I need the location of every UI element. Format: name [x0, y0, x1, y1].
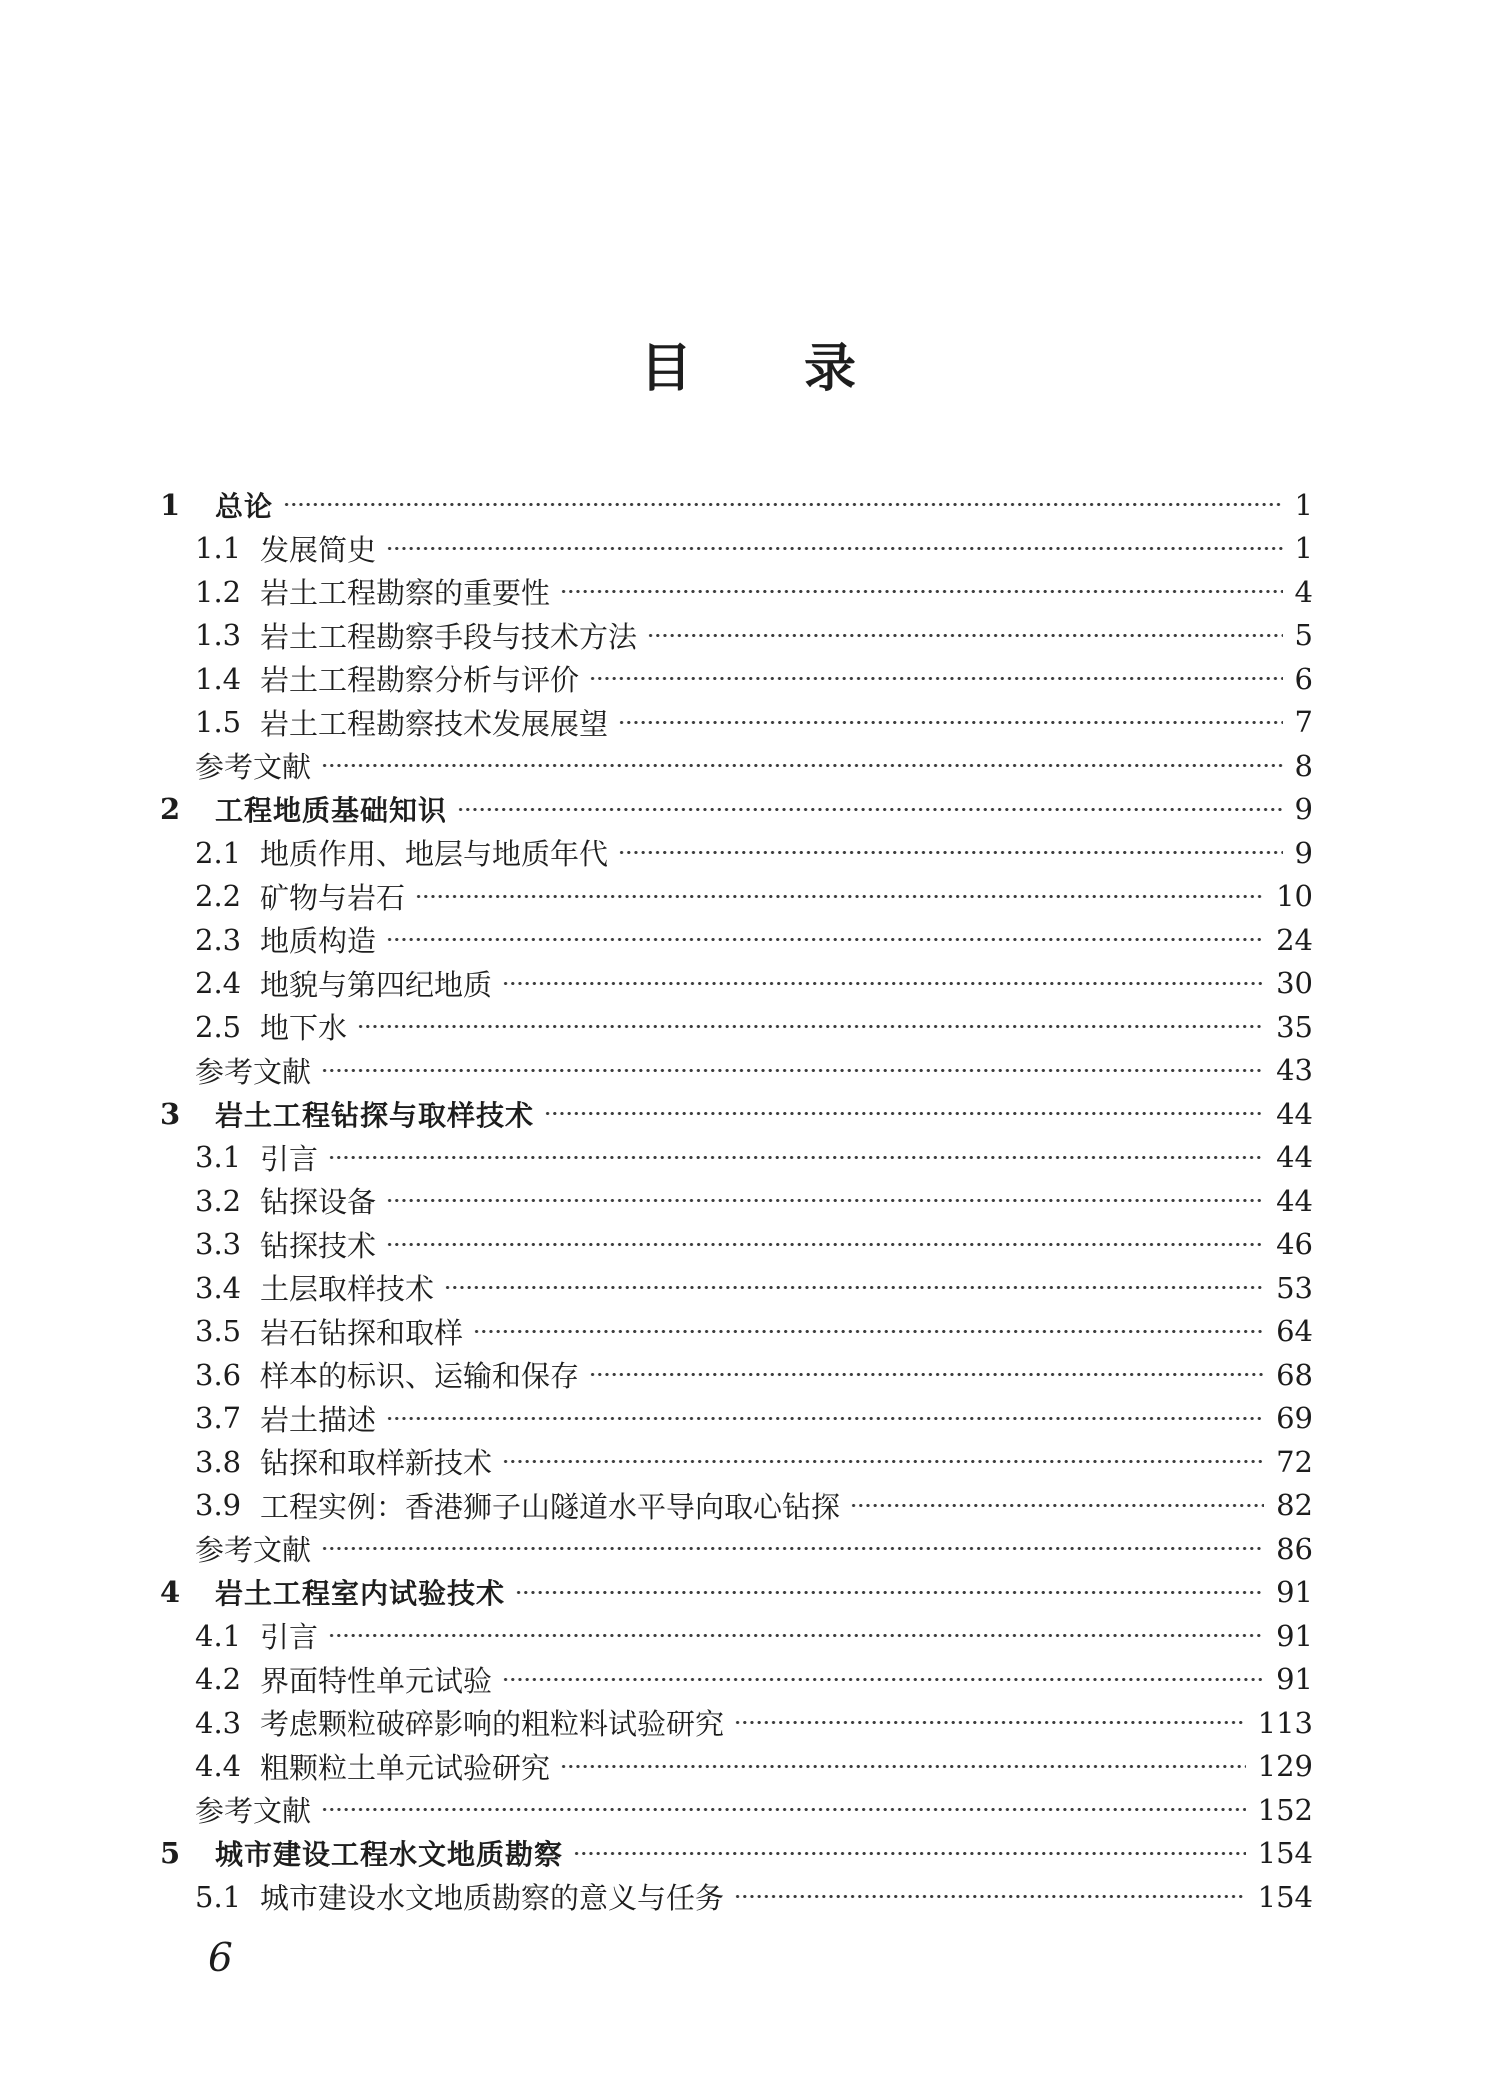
toc-entry-page: 113	[1257, 1705, 1313, 1740]
toc-section-row	[160, 831, 1313, 875]
toc-chapter-row	[160, 1571, 1313, 1615]
toc-entry-page: 43	[1276, 1053, 1313, 1088]
toc-section-row	[160, 1701, 1313, 1745]
dot-leader	[415, 875, 1264, 919]
toc-entry-page: 91	[1276, 1575, 1313, 1610]
dot-leader	[321, 1527, 1264, 1571]
toc-entry-number: 2.4	[195, 966, 242, 1001]
toc-entry-page: 152	[1257, 1792, 1313, 1827]
toc-entry-title: 参考文献	[195, 1794, 312, 1829]
toc-entry-page: 35	[1276, 1009, 1313, 1044]
toc-entry-number: 3.8	[195, 1444, 242, 1479]
dot-leader	[589, 1353, 1264, 1397]
toc-entry-title: 界面特性单元试验	[260, 1663, 493, 1698]
toc-entry-title: 地貌与第四纪地质	[260, 967, 493, 1002]
toc-section-row	[160, 1353, 1313, 1397]
toc-section-row	[160, 701, 1313, 745]
toc-section-row	[160, 527, 1313, 571]
toc-entry-title: 岩土工程室内试验技术	[215, 1577, 506, 1611]
toc-section-row	[160, 1440, 1313, 1484]
toc-entry-number: 1.5	[195, 705, 242, 740]
dot-leader	[386, 918, 1264, 962]
toc-entry-title: 岩石钻探和取样	[260, 1315, 464, 1350]
toc-entry-number: 1.4	[195, 661, 242, 696]
toc-entry-title: 粗颗粒土单元试验研究	[260, 1750, 551, 1785]
toc-entry-page: 44	[1276, 1183, 1313, 1218]
toc-entry-page: 6	[1294, 661, 1313, 696]
toc-entry-page: 82	[1276, 1488, 1313, 1523]
dot-leader	[386, 1223, 1264, 1267]
toc-entry-page: 68	[1276, 1357, 1313, 1392]
toc-entry-number: 3.3	[195, 1227, 242, 1262]
toc-section-row	[160, 1875, 1313, 1919]
toc-entry-number: 4.2	[195, 1662, 242, 1697]
toc-section-row	[160, 1745, 1313, 1789]
toc-section-row	[160, 1179, 1313, 1223]
toc-entry-number: 3	[160, 1096, 181, 1131]
toc-section-row	[160, 1136, 1313, 1180]
toc-entry-title: 岩土工程勘察手段与技术方法	[260, 619, 638, 654]
dot-leader	[573, 1832, 1246, 1876]
toc-entry-page: 1	[1294, 487, 1313, 522]
toc-section-row	[160, 962, 1313, 1006]
dot-leader	[386, 527, 1283, 571]
dot-leader	[502, 962, 1264, 1006]
toc-entry-title: 地质构造	[260, 924, 377, 959]
toc-entry-title: 钻探和取样新技术	[260, 1446, 493, 1481]
toc-section-row	[160, 1005, 1313, 1049]
dot-leader	[734, 1701, 1246, 1745]
toc-entry-title: 样本的标识、运输和保存	[260, 1359, 580, 1394]
toc-entry-title: 地下水	[260, 1011, 348, 1046]
toc-entry-page: 91	[1276, 1662, 1313, 1697]
toc-section-row	[160, 657, 1313, 701]
toc-entry-number: 1	[160, 487, 181, 522]
toc-entry-page: 64	[1276, 1314, 1313, 1349]
toc-entry-title: 工程地质基础知识	[215, 794, 448, 828]
toc-entry-title: 考虑颗粒破碎影响的粗粒料试验研究	[260, 1707, 725, 1742]
toc-section-row	[160, 614, 1313, 658]
dot-leader	[734, 1875, 1246, 1919]
dot-leader	[283, 483, 1283, 527]
toc-entry-title: 城市建设水文地质勘察的意义与任务	[260, 1881, 725, 1916]
dot-leader	[618, 831, 1283, 875]
toc-entry-page: 53	[1276, 1270, 1313, 1305]
toc-entry-number: 4.1	[195, 1618, 242, 1653]
toc-entry-title: 引言	[260, 1620, 319, 1655]
dot-leader	[328, 1136, 1264, 1180]
toc-entry-title: 钻探设备	[260, 1185, 377, 1220]
toc-entry-title: 矿物与岩石	[260, 880, 406, 915]
toc-section-row	[160, 875, 1313, 919]
toc-entry-page: 1	[1294, 531, 1313, 566]
toc-section-row	[160, 1223, 1313, 1267]
toc-chapter-row	[160, 1092, 1313, 1136]
dot-leader	[515, 1571, 1264, 1615]
dot-leader	[560, 1745, 1246, 1789]
toc-entry-page: 44	[1276, 1096, 1313, 1131]
toc-entry-number: 2.3	[195, 922, 242, 957]
toc-entry-number: 3.4	[195, 1270, 242, 1305]
dot-leader	[589, 657, 1283, 701]
toc-entry-number: 2.2	[195, 879, 242, 914]
dot-leader	[357, 1005, 1264, 1049]
toc-section-row	[160, 1788, 1313, 1832]
dot-leader	[386, 1397, 1264, 1441]
toc-entry-number: 4.3	[195, 1705, 242, 1740]
toc-entry-title: 参考文献	[195, 1054, 312, 1089]
toc-entry-title: 地质作用、地层与地质年代	[260, 837, 609, 872]
toc-entry-title: 引言	[260, 1141, 319, 1176]
dot-leader	[544, 1092, 1264, 1136]
toc-entry-title: 岩土工程勘察的重要性	[260, 576, 551, 611]
toc-entry-title: 参考文献	[195, 1533, 312, 1568]
toc-section-row	[160, 1049, 1313, 1093]
toc-section-row	[160, 1397, 1313, 1441]
toc-entry-number: 2.5	[195, 1009, 242, 1044]
toc-chapter-row	[160, 788, 1313, 832]
toc-entry-page: 46	[1276, 1227, 1313, 1262]
toc-chapter-row	[160, 1832, 1313, 1876]
toc-entry-page: 154	[1257, 1879, 1313, 1914]
dot-leader	[328, 1614, 1264, 1658]
toc-entry-title: 总论	[215, 489, 274, 523]
toc-entry-page: 72	[1276, 1444, 1313, 1479]
toc-entry-title: 钻探技术	[260, 1228, 377, 1263]
toc-entry-page: 129	[1257, 1749, 1313, 1784]
dot-leader	[321, 1049, 1264, 1093]
toc-entry-number: 4.4	[195, 1749, 242, 1784]
toc-entry-number: 3.6	[195, 1357, 242, 1392]
toc-entry-page: 9	[1294, 792, 1313, 827]
toc-entry-number: 3.1	[195, 1140, 242, 1175]
dot-leader	[321, 1788, 1246, 1832]
toc-section-row	[160, 918, 1313, 962]
toc-section-row	[160, 1527, 1313, 1571]
dot-leader	[457, 788, 1283, 832]
toc-entry-number: 3.5	[195, 1314, 242, 1349]
toc-entry-number: 4	[160, 1575, 181, 1610]
toc-section-row	[160, 570, 1313, 614]
dot-leader	[560, 570, 1283, 614]
toc-entry-number: 2.1	[195, 835, 242, 870]
footer-page-number: 6	[208, 1936, 233, 1981]
toc-entry-number: 1.3	[195, 618, 242, 653]
toc-chapter-row	[160, 483, 1313, 527]
toc-entry-page: 10	[1276, 879, 1313, 914]
toc-entry-number: 1.1	[195, 531, 242, 566]
dot-leader	[502, 1440, 1264, 1484]
toc-section-row	[160, 1310, 1313, 1354]
dot-leader	[444, 1266, 1264, 1310]
toc-entry-title: 城市建设工程水文地质勘察	[215, 1838, 564, 1872]
toc-entry-title: 工程实例：香港狮子山隧道水平导向取心钻探	[260, 1489, 841, 1524]
toc-section-row	[160, 1266, 1313, 1310]
toc-entry-page: 154	[1257, 1836, 1313, 1871]
toc-entry-title: 岩土工程勘察技术发展展望	[260, 706, 609, 741]
toc-entry-number: 3.7	[195, 1401, 242, 1436]
toc-entry-title: 岩土工程勘察分析与评价	[260, 663, 580, 698]
dot-leader	[321, 744, 1283, 788]
toc-entry-page: 91	[1276, 1618, 1313, 1653]
toc-entry-page: 5	[1294, 618, 1313, 653]
toc-entry-number: 5.1	[195, 1879, 242, 1914]
toc-list	[160, 483, 1313, 1919]
toc-entry-page: 86	[1276, 1531, 1313, 1566]
toc-section-row	[160, 1484, 1313, 1528]
toc-entry-number: 1.2	[195, 574, 242, 609]
toc-entry-page: 7	[1294, 705, 1313, 740]
toc-entry-title: 参考文献	[195, 750, 312, 785]
dot-leader	[473, 1310, 1264, 1354]
dot-leader	[618, 701, 1283, 745]
toc-entry-page: 4	[1294, 574, 1313, 609]
toc-entry-page: 24	[1276, 922, 1313, 957]
page-title-char-1: 目	[639, 338, 692, 399]
toc-section-row	[160, 1658, 1313, 1702]
dot-leader	[502, 1658, 1264, 1702]
dot-leader	[850, 1484, 1264, 1528]
toc-entry-page: 69	[1276, 1401, 1313, 1436]
toc-entry-title: 岩土工程钻探与取样技术	[215, 1098, 535, 1132]
toc-entry-title: 发展简史	[260, 532, 377, 567]
dot-leader	[647, 614, 1283, 658]
toc-entry-page: 9	[1294, 835, 1313, 870]
toc-entry-page: 8	[1294, 748, 1313, 783]
toc-entry-page: 30	[1276, 966, 1313, 1001]
toc-entry-title: 岩土描述	[260, 1402, 377, 1437]
page-title	[0, 340, 1496, 397]
toc-section-row	[160, 1614, 1313, 1658]
dot-leader	[386, 1179, 1264, 1223]
toc-entry-number: 2	[160, 792, 181, 827]
toc-entry-page: 44	[1276, 1140, 1313, 1175]
toc-section-row	[160, 744, 1313, 788]
toc-entry-title: 土层取样技术	[260, 1272, 435, 1307]
toc-entry-number: 3.2	[195, 1183, 242, 1218]
page-title-char-2: 录	[804, 338, 857, 399]
toc-entry-number: 5	[160, 1836, 181, 1871]
toc-entry-number: 3.9	[195, 1488, 242, 1523]
